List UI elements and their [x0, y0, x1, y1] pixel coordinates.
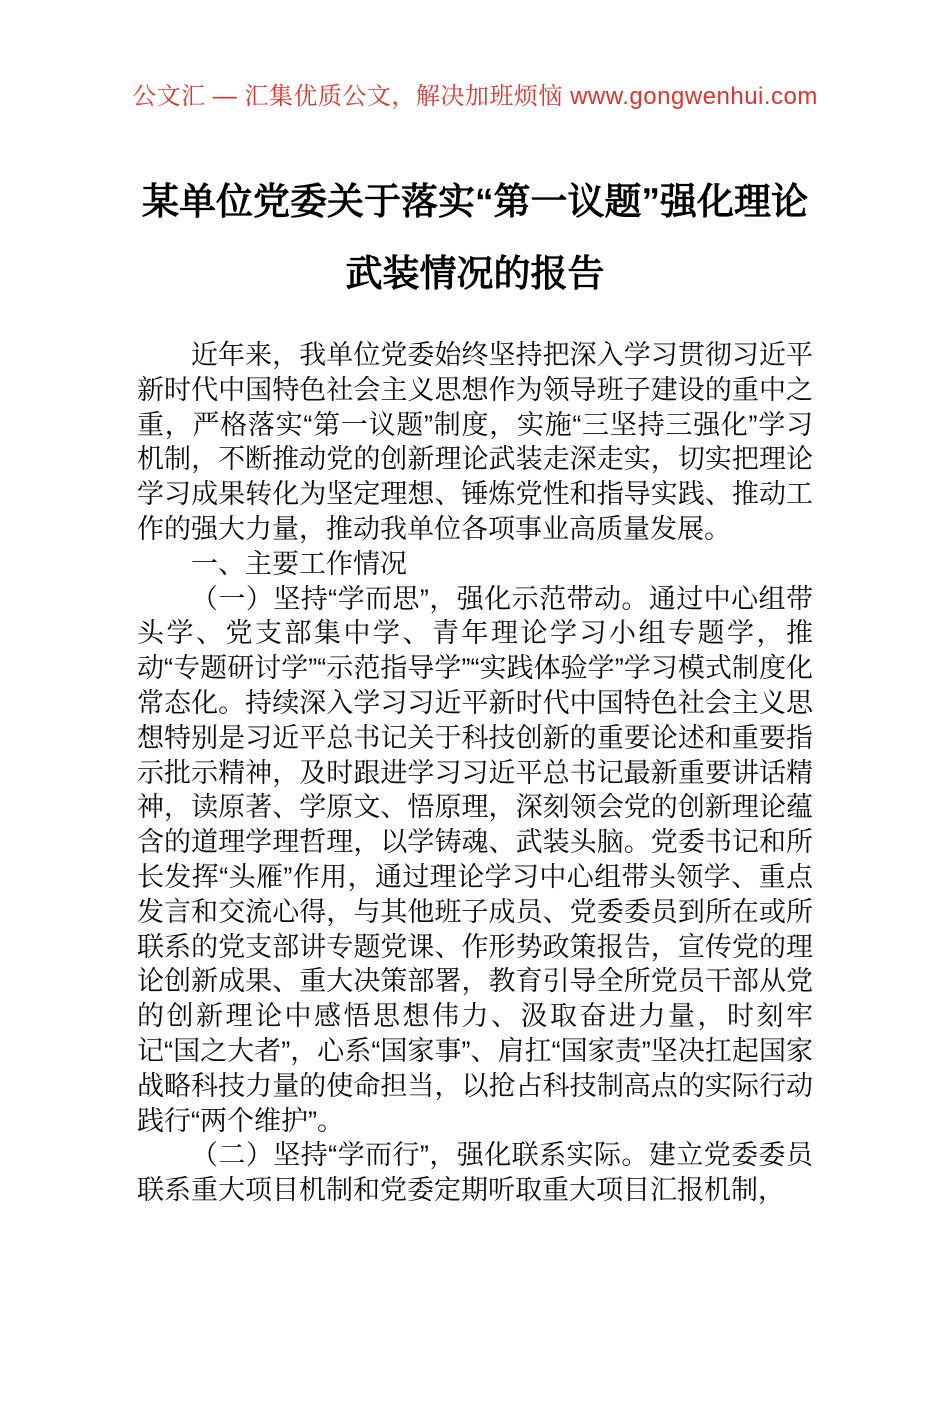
document-body: [137, 338, 813, 1208]
body-paragraph-intro: 近年来，我单位党委始终坚持把深入学习贯彻习近平新时代中国特色社会主义思想作为领导班子建设的重中之重，严格落实“第一议题”制度，实施“三坚持三强化”学习机制，不断推动党的创新理论武装走深走实，切实把理论学习成果转化为坚定理想、锤炼党性和指导实践、推动工作的强大力量，推动我单位各项事业高质量发展。: [137, 340, 813, 544]
body-paragraph-point-two: （二）坚持“学而行”，强化联系实际。建立党委委员联系重大项目机制和党委定期听取重大项目汇报机制，: [137, 1140, 813, 1206]
section-heading-main-work: 一、主要工作情况: [191, 548, 407, 579]
document-title: 某单位党委关于落实“第一议题”强化理论武装情况的报告: [142, 181, 808, 294]
body-paragraph-point-one: （一）坚持“学而思”，强化示范带动。通过中心组带头学、党支部集中学、青年理论学习小组专题学，推动“专题研讨学”“示范指导学”“实践体验学”学习模式制度化常态化。持续深入学习习近平新时代中国特色社会主义思想特别是习近平总书记关于科技创新的重要论述和重要指示批示精神，及时跟进学习习近平总书记最新重要讲话精神，读原著、学原文、悟原理，深刻领会党的创新理论蕴含的道理学理哲理，以学铸魂、武装头脑。党委书记和所长发挥“头雁”作用，通过理论学习中心组带头领学、重点发言和交流心得，与其他班子成员、党委委员到所在或所联系的党支部讲专题党课、作形势政策报告，宣传党的理论创新成果、重大决策部署，教育引导全所党员干部从党的创新理论中感悟思想伟力、汲取奋进力量，时刻牢记“国之大者”，心系“国家事”、肩扛“国家责”坚决扛起国家战略科技力量的使命担当，以抢占科技制高点的实际行动践行“两个维护”。: [137, 583, 813, 1136]
watermark-header: 公文汇 — 汇集优质公文，解决加班烦恼 www.gongwenhui.com: [132, 83, 818, 110]
